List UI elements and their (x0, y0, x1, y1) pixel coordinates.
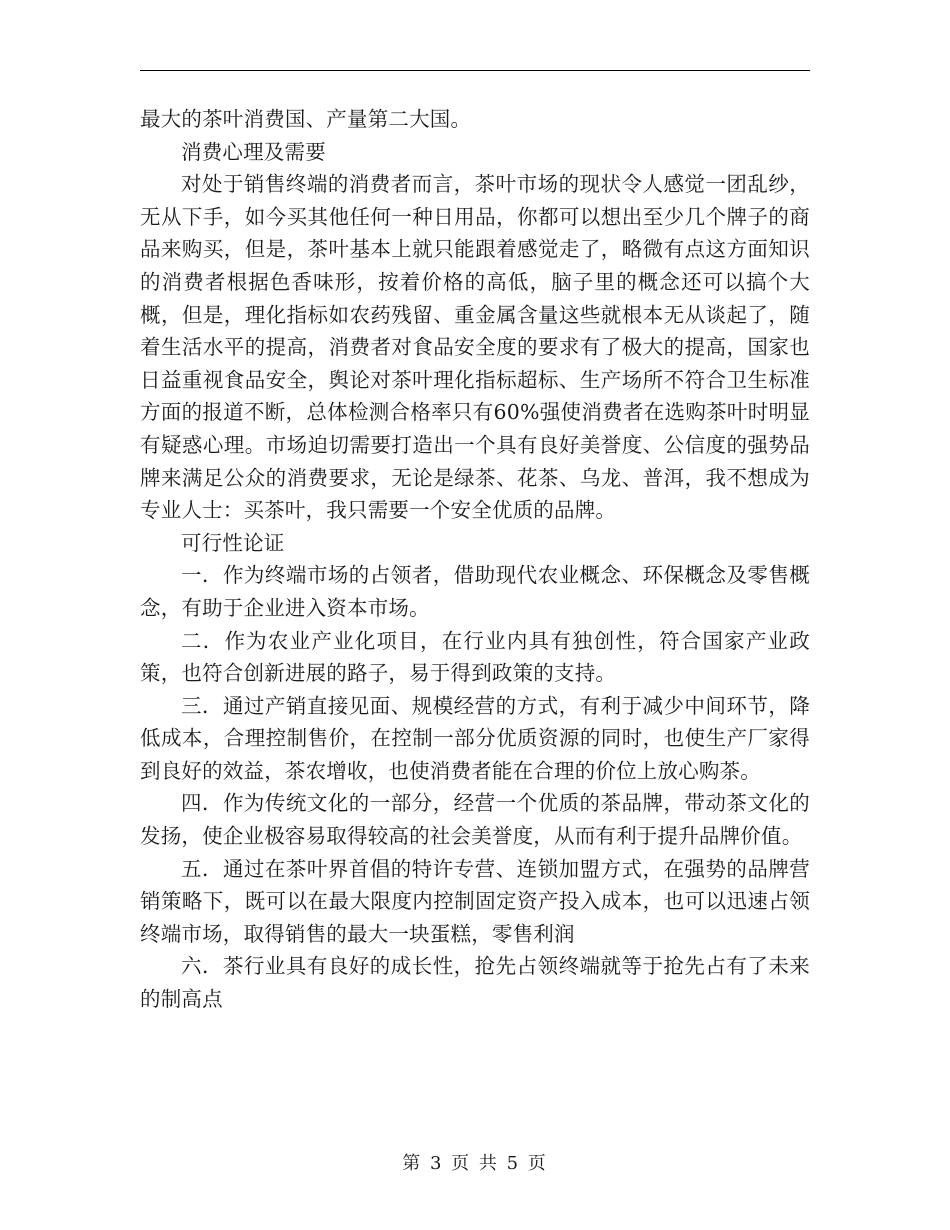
list-item: 三．通过产销直接见面、规模经营的方式，有利于减少中间环节，降低成本，合理控制售价，在控制一部分优质资源的同时，也使生产厂家得到良好的效益，茶农增收，也使消费者能在合理的价位上放心购茶。 (140, 693, 810, 783)
header-rule (140, 70, 810, 71)
list-item: 四．作为传统文化的一部分，经营一个优质的茶品牌，带动茶文化的发扬，使企业极容易取得较高的社会美誉度，从而有利于提升品牌价值。 (140, 791, 810, 849)
paragraph: 对处于销售终端的消费者而言，茶叶市场的现状令人感觉一团乱纱，无从下手，如今买其他任何一种日用品，你都可以想出至少几个牌子的商品来购买，但是，茶叶基本上就只能跟着感觉走了，略微有点这方面知识的消费者根据色香味形，按着价格的高低，脑子里的概念还可以搞个大概，但是，理化指标如农药残留、重金属含量这些就根本无从谈起了，随着生活水平的提高，消费者对食品安全度的要求有了极大的提高，国家也日益重视食品安全，舆论对茶叶理化指标超标、生产场所不符合卫生标准方面的报道不断，总体检测合格率只有60%强使消费者在选购茶叶时明显有疑惑心理。市场迫切需要打造出一个具有良好美誉度、公信度的强势品牌来满足公众的消费要求，无论是绿茶、花茶、乌龙、普洱，我不想成为专业人士：买茶叶，我只需要一个安全优质的品牌。 (140, 172, 810, 523)
list-item: 六．茶行业具有良好的成长性，抢先占领终端就等于抢先占有了未来的制高点 (140, 954, 810, 1012)
page-footer: 第 3 页 共 5 页 (402, 1153, 548, 1174)
document-body (140, 103, 810, 1016)
section-heading-consumer-psychology: 消费心理及需要 (181, 139, 326, 164)
paragraph: 最大的茶叶消费国、产量第二大国。 (140, 107, 472, 131)
section-heading-feasibility: 可行性论证 (181, 530, 285, 555)
list-item: 一．作为终端市场的占领者，借助现代农业概念、环保概念及零售概念，有助于企业进入资本市场。 (140, 563, 810, 620)
list-item: 二．作为农业产业化项目，在行业内具有独创性，符合国家产业政策，也符合创新进展的路子，易于得到政策的支持。 (140, 628, 810, 686)
list-item: 五．通过在茶叶界首倡的特许专营、连锁加盟方式，在强势的品牌营销策略下，既可以在最大限度内控制固定资产投入成本，也可以迅速占领终端市场，取得销售的最大一块蛋糕，零售利润 (140, 856, 810, 946)
